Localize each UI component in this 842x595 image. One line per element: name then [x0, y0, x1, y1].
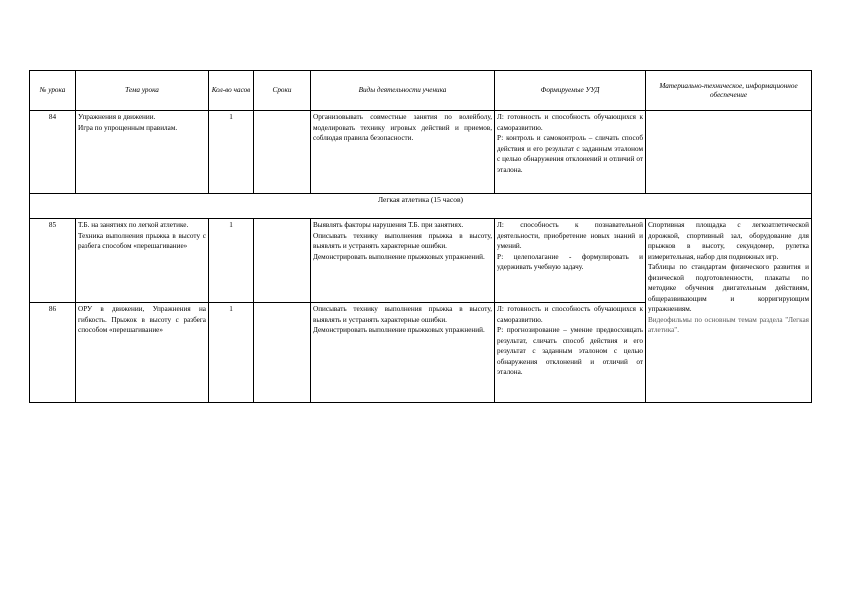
lesson-plan-table	[29, 70, 812, 403]
header-num: № урока	[30, 71, 76, 111]
lesson-activities	[311, 219, 495, 303]
table-row	[30, 111, 812, 194]
materials-note: Видеофильмы по основным темам раздела "Легкая атлетика".	[648, 315, 809, 334]
header-dates: Сроки	[254, 71, 311, 111]
section-row	[30, 194, 812, 219]
topic-line: Игра по упрощенным правилам.	[78, 123, 178, 132]
topic-line: Техника выполнения прыжка в высоту с разбега способом «перешагивание»	[78, 231, 206, 250]
activity-line: Выявлять факторы нарушения Т.Б. при занятиях.	[313, 221, 464, 229]
uud-line: Р: целеполагание - формулировать и удерживать учебную задачу.	[497, 252, 643, 271]
uud-line: Р: контроль и самоконтроль – сличать способ действия и его результат с заданным эталоном с целью обнаружения отклонений и отличий от эталона.	[497, 134, 643, 174]
header-uud: Формируемые УУД	[495, 71, 646, 111]
lesson-dates	[254, 111, 311, 194]
header-hours: Кол-во часов	[209, 71, 254, 111]
section-title: Легкая атлетика (15 часов)	[30, 194, 812, 219]
lesson-uud	[495, 219, 646, 303]
lesson-dates	[254, 219, 311, 303]
activity-line: Демонстрировать выполнение прыжковых упражнений.	[313, 252, 485, 261]
lesson-dates	[254, 303, 311, 403]
lesson-materials	[646, 219, 812, 403]
activity-line: Демонстрировать выполнение прыжковых упражнений.	[313, 326, 485, 334]
table-row	[30, 219, 812, 303]
lesson-number: 84	[30, 111, 76, 194]
lesson-topic	[76, 219, 209, 303]
activity-line: Организовывать совместные занятия по волейболу, моделировать технику игровых действий и приемов, соблюдая правила безопасности.	[313, 113, 492, 142]
lesson-number: 85	[30, 219, 76, 303]
uud-line: Л: готовность и способность обучающихся к саморазвитию.	[497, 305, 643, 324]
topic-line: ОРУ в движении, Упражнения на гибкость. Прыжок в высоту с разбега способом «перешагивание»	[78, 305, 206, 334]
lesson-number: 86	[30, 303, 76, 403]
lesson-topic	[76, 303, 209, 403]
lesson-hours: 1	[209, 219, 254, 303]
uud-line: Л: способность к познавательной деятельности, приобретение новых знаний и умений.	[497, 221, 643, 250]
lesson-materials	[646, 111, 812, 194]
header-materials: Материально-техническое, информационное обеспечение	[646, 71, 812, 111]
header-row	[30, 71, 812, 111]
lesson-activities	[311, 303, 495, 403]
lesson-hours: 1	[209, 111, 254, 194]
lesson-uud	[495, 111, 646, 194]
topic-line: Т.Б. на занятиях по легкой атлетике.	[78, 221, 189, 229]
lesson-hours: 1	[209, 303, 254, 403]
lesson-activities	[311, 111, 495, 194]
lesson-uud	[495, 303, 646, 403]
activity-line: Описывать технику выполнения прыжка в высоту, выявлять и устранять характерные ошибки.	[313, 231, 492, 250]
materials-line: Спортивная площадка с легкоатлетической дорожкой, спортивный зал, оборудование для прыжков в высоту, секундомер, рулетка измерительная, набор для подвижных игр.	[648, 221, 809, 261]
materials-line: Таблицы по стандартам физического развития и физической подготовленности, плакаты по методике обучения двигательным действиям, общеразвивающим и корригирующим упражнениям.	[648, 263, 809, 313]
uud-line: Л: готовность и способность обучающихся к саморазвитию.	[497, 113, 643, 132]
header-topic: Тема урока	[76, 71, 209, 111]
activity-line: Описывать технику выполнения прыжка в высоту, выявлять и устранять характерные ошибки.	[313, 305, 492, 324]
lesson-topic	[76, 111, 209, 194]
topic-line: Упражнения в движении.	[78, 113, 156, 121]
uud-line: Р: прогнозирование – умение предвосхищать результат, сличать способ действия и его результат с заданным эталоном с целью обнаружения отклонений и отличий от эталона.	[497, 326, 643, 376]
header-activities: Виды деятельности ученика	[311, 71, 495, 111]
